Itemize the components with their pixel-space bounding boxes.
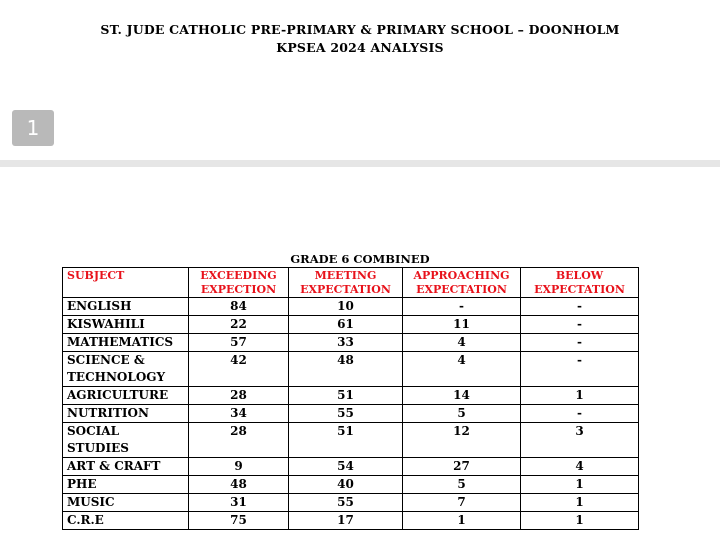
exceeding-cell: 31 [189, 494, 289, 512]
table-header-row [63, 268, 639, 298]
approaching-cell: 1 [403, 512, 521, 530]
below-cell: - [521, 405, 639, 423]
exceeding-cell: 42 [189, 352, 289, 387]
approaching-cell: 27 [403, 458, 521, 476]
exceeding-cell: 57 [189, 334, 289, 352]
analysis-title: KPSEA 2024 ANALYSIS [276, 40, 444, 55]
table-row [63, 405, 639, 423]
approaching-cell: 4 [403, 334, 521, 352]
page-separator [0, 160, 720, 167]
column-header-subject: SUBJECT [63, 268, 189, 298]
exceeding-cell: 28 [189, 387, 289, 405]
column-header-approaching: APPROACHING EXPECTATION [403, 268, 521, 298]
below-cell: - [521, 352, 639, 387]
meeting-cell: 61 [289, 316, 403, 334]
below-cell: 1 [521, 387, 639, 405]
below-cell: 1 [521, 494, 639, 512]
meeting-cell: 40 [289, 476, 403, 494]
subject-cell: MUSIC [63, 494, 189, 512]
approaching-cell: 12 [403, 423, 521, 458]
meeting-cell: 55 [289, 494, 403, 512]
subject-cell: MATHEMATICS [63, 334, 189, 352]
table-row [63, 298, 639, 316]
table-row [63, 476, 639, 494]
below-cell: - [521, 298, 639, 316]
column-header-below: BELOW EXPECTATION [521, 268, 639, 298]
exceeding-cell: 28 [189, 423, 289, 458]
table-row [63, 316, 639, 334]
meeting-cell: 54 [289, 458, 403, 476]
school-name-heading: ST. JUDE CATHOLIC PRE-PRIMARY & PRIMARY SCHOOL – DOONHOLM [100, 22, 620, 37]
exceeding-cell: 34 [189, 405, 289, 423]
exceeding-cell: 48 [189, 476, 289, 494]
page-number-badge[interactable]: 1 [12, 110, 54, 146]
approaching-cell: 14 [403, 387, 521, 405]
exceeding-cell: 84 [189, 298, 289, 316]
subject-cell: AGRICULTURE [63, 387, 189, 405]
meeting-cell: 48 [289, 352, 403, 387]
table-row [63, 387, 639, 405]
meeting-cell: 10 [289, 298, 403, 316]
meeting-cell: 33 [289, 334, 403, 352]
subject-cell: NUTRITION [63, 405, 189, 423]
subject-cell: KISWAHILI [63, 316, 189, 334]
results-table [62, 267, 639, 530]
subject-cell: C.R.E [63, 512, 189, 530]
table-row [63, 494, 639, 512]
subject-cell: SCIENCE & TECHNOLOGY [63, 352, 189, 387]
meeting-cell: 51 [289, 423, 403, 458]
table-title: GRADE 6 COMBINED [290, 252, 430, 266]
exceeding-cell: 22 [189, 316, 289, 334]
exceeding-cell: 9 [189, 458, 289, 476]
table-row [63, 352, 639, 387]
below-cell: 4 [521, 458, 639, 476]
column-header-exceeding: EXCEEDING EXPECTION [189, 268, 289, 298]
subject-cell: SOCIAL STUDIES [63, 423, 189, 458]
table-row [63, 334, 639, 352]
meeting-cell: 55 [289, 405, 403, 423]
approaching-cell: 7 [403, 494, 521, 512]
approaching-cell: 11 [403, 316, 521, 334]
below-cell: - [521, 334, 639, 352]
subject-cell: ART & CRAFT [63, 458, 189, 476]
below-cell: 1 [521, 476, 639, 494]
below-cell: 1 [521, 512, 639, 530]
exceeding-cell: 75 [189, 512, 289, 530]
approaching-cell: 5 [403, 405, 521, 423]
approaching-cell: - [403, 298, 521, 316]
subject-cell: PHE [63, 476, 189, 494]
subject-cell: ENGLISH [63, 298, 189, 316]
meeting-cell: 51 [289, 387, 403, 405]
column-header-meeting: MEETING EXPECTATION [289, 268, 403, 298]
table-row [63, 423, 639, 458]
table-row [63, 512, 639, 530]
below-cell: - [521, 316, 639, 334]
document-page-1 [0, 0, 720, 162]
approaching-cell: 5 [403, 476, 521, 494]
table-row [63, 458, 639, 476]
approaching-cell: 4 [403, 352, 521, 387]
meeting-cell: 17 [289, 512, 403, 530]
below-cell: 3 [521, 423, 639, 458]
